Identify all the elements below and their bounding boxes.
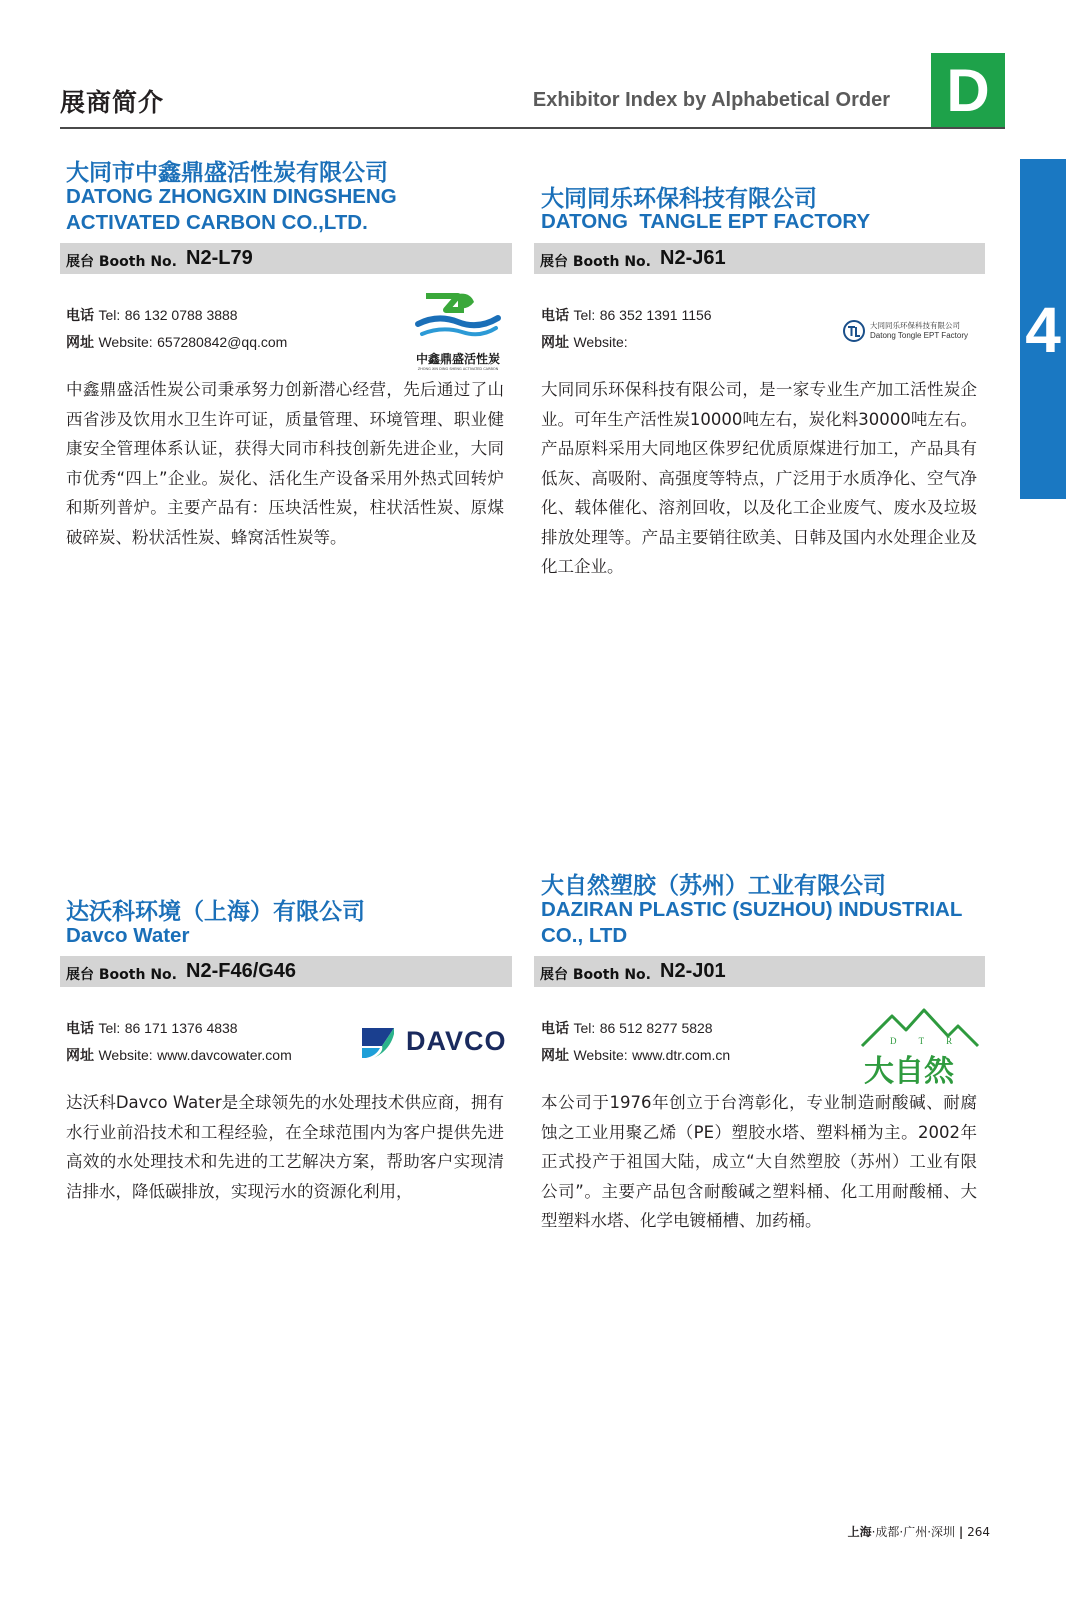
booth-number: N2-J01: [660, 960, 726, 982]
davco-logo-icon: [360, 1026, 396, 1060]
exhibitor-name-en-line2: CO., LTD: [541, 924, 628, 947]
exhibitor-name-cn: 大同同乐环保科技有限公司: [541, 186, 817, 212]
exhibitor-name-cn: 达沃科环境（上海）有限公司: [66, 899, 365, 925]
exhibitor-name-en: Davco Water: [66, 924, 190, 947]
zhongxin-logo-icon: [408, 290, 508, 346]
index-letter-badge: D: [931, 53, 1005, 128]
contact-info: [541, 1015, 730, 1069]
page-number: 264: [967, 1525, 990, 1539]
index-subtitle: Exhibitor Index by Alphabetical Order: [532, 89, 890, 111]
website-link[interactable]: www.dtr.com.cn: [632, 1047, 731, 1063]
website-row: 网址 Website: www.dtr.com.cn: [541, 1047, 731, 1064]
tel-value: 86 132 0788 3888: [124, 307, 238, 323]
website-link[interactable]: 657280842@qq.com: [157, 334, 288, 350]
exhibitor-name-cn: 大同市中鑫鼎盛活性炭有限公司: [66, 160, 388, 186]
booth-bar: [534, 956, 985, 987]
section-title: 展商简介: [60, 88, 165, 117]
logo-subtext: Datong Tongle EPT Factory: [870, 331, 968, 340]
booth-number: N2-L79: [186, 247, 253, 269]
tel-row: 电话 Tel: 86 352 1391 1156: [541, 307, 712, 324]
company-logo: [858, 1006, 982, 1089]
website-row: 网址 Website: 657280842@qq.com: [66, 334, 288, 351]
exhibitor-name-en: DATONG TANGLE EPT FACTORY: [541, 210, 871, 233]
contact-info: [66, 1015, 292, 1069]
logo-subtext: ZHONG XIN DING SHENG ACTIVATED CARBON: [417, 367, 499, 371]
page-footer: [700, 1523, 990, 1540]
exhibitor-name-en-line1: DAZIRAN PLASTIC (SUZHOU) INDUSTRIAL: [541, 898, 963, 921]
booth-bar: [60, 243, 512, 274]
website-row: 网址 Website:: [541, 334, 628, 351]
exhibitor-description: 达沃科Davco Water是全球领先的水处理技术供应商，拥有水行业前沿技术和工程经验，在全球范围内为客户提供先进高效的水处理技术和先进的工艺解决方案，帮助客户实现清洁排水，降低碳排放，实现污水的资源化利用，: [66, 1093, 504, 1201]
footer-separator: |: [958, 1525, 964, 1539]
exhibitor-description: 大同同乐环保科技有限公司，是一家专业生产加工活性炭企业。可年生产活性炭10000吨左右，炭化料30000吨左右。产品原料采用大同地区侏罗纪优质原煤进行加工，产品具有低灰、高吸附、高强度等特点，广泛用于水质净化、空气净化、载体催化、溶剂回收，以及化工企业废气、废水及垃圾排放处理等。产品主要销往欧美、日韩及国内水处理企业及化工企业。: [541, 380, 977, 576]
tel-row: 电话 Tel: 86 132 0788 3888: [66, 307, 238, 324]
tongle-logo-icon: [842, 319, 866, 343]
tel-row: 电话 Tel: 86 512 8277 5828: [541, 1020, 713, 1037]
booth-label: 展台 Booth No.: [540, 967, 651, 983]
footer-cities: ·成都·广州·深圳: [871, 1525, 956, 1539]
logo-wordmark: DAVCO: [406, 1026, 507, 1056]
logo-wordmark: 大自然: [864, 1054, 954, 1089]
booth-number: N2-F46/G46: [186, 960, 297, 982]
booth-bar: [534, 243, 985, 274]
booth-bar: [60, 956, 512, 987]
exhibitor-name-en: [541, 897, 962, 949]
booth-label: 展台 Booth No.: [540, 254, 651, 270]
tel-value: 86 512 8277 5828: [599, 1020, 713, 1036]
company-logo: [408, 290, 508, 371]
exhibitor-name-en-line2: ACTIVATED CARBON CO.,LTD.: [66, 211, 368, 234]
header-divider: [60, 127, 1005, 129]
exhibitor-name-cn: 大自然塑胶（苏州）工业有限公司: [541, 873, 886, 899]
exhibitor-description: 中鑫鼎盛活性炭公司秉承努力创新潜心经营，先后通过了山西省涉及饮用水卫生许可证，质量管理、环境管理、职业健康安全管理体系认证，获得大同市科技创新先进企业，大同市优秀“四上”企业。炭化、活化生产设备采用外热式回转炉和斯列普炉。主要产品有：压块活性炭，柱状活性炭、原煤破碎炭、粉状活性炭、蜂窝活性炭等。: [66, 380, 504, 547]
logo-wordmark: 大同同乐环保科技有限公司: [870, 321, 960, 330]
chapter-number: 4: [1025, 294, 1061, 366]
company-logo: [360, 1024, 508, 1062]
logo-wordmark: 中鑫鼎盛活性炭: [415, 352, 500, 366]
exhibitor-description: 本公司于1976年创立于台湾彰化，专业制造耐酸碱、耐腐蚀之工业用聚乙烯（PE）塑胶水塔、塑料桶为主。2002年正式投产于祖国大陆，成立“大自然塑胶（苏州）工业有限公司”。主要产品包含耐酸碱之塑料桶、化工用耐酸桶、大型塑料水塔、化学电镀桶槽、加药桶。: [541, 1093, 977, 1230]
website-link[interactable]: www.davcowater.com: [157, 1047, 292, 1063]
exhibitor-name-en: [66, 184, 397, 236]
booth-label: 展台 Booth No.: [66, 254, 177, 270]
tel-row: 电话 Tel: 86 171 1376 4838: [66, 1020, 238, 1037]
booth-number: N2-J61: [660, 247, 726, 269]
exhibitor-name-en-line1: DATONG ZHONGXIN DINGSHENG: [66, 185, 397, 208]
contact-info: [66, 302, 287, 356]
website-row: 网址 Website: www.davcowater.com: [66, 1047, 292, 1064]
booth-label: 展台 Booth No.: [66, 967, 177, 983]
tel-value: 86 352 1391 1156: [599, 307, 712, 323]
company-logo: [842, 318, 982, 346]
footer-city-main: 上海: [847, 1525, 872, 1539]
logo-letters: D T R: [890, 1036, 963, 1046]
contact-info: [541, 302, 712, 356]
tel-value: 86 171 1376 4838: [124, 1020, 238, 1036]
